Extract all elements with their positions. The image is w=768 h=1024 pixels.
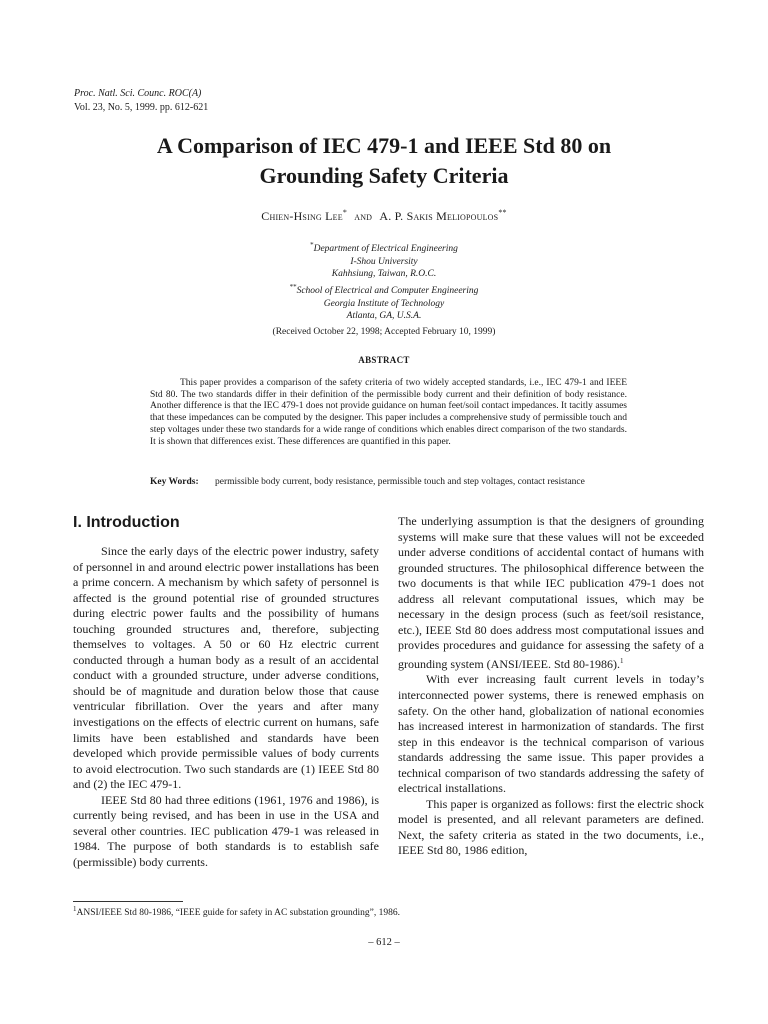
affiliation-1-mark: * <box>310 241 314 249</box>
abstract-heading: ABSTRACT <box>358 355 410 365</box>
intro-paragraph-5: This paper is organized as follows: first the electric shock model is presented, and all relevant parameters are defined. Next, the safety criteria as stated in the two documents, i.e., IEEE Std 80, 1986 edition, <box>398 796 704 858</box>
right-column <box>398 514 704 859</box>
abstract-text: This paper provides a comparison of the safety criteria of two widely accepted standards, i.e., IEC 479-1 and IEEE Std 80. The two standards differ in their definition of the permissible body current and their definition of body resistance. Another difference is that the IEC 479-1 does not provide guidance on human feet/soil contact impedances. It tacitly assumes that these impedances can be computed by the designer. This paper includes a comprehensive study of permissible touch and step voltages under these two standards for a wide range of conditions which enables direct comparison of the two standards. It is shown that differences exist. These differences are quantified in this paper. <box>150 378 627 447</box>
journal-name: Proc. Natl. Sci. Counc. ROC(A) <box>74 88 202 99</box>
affiliation-2-mark: ** <box>289 282 297 291</box>
page-number: – 612 – <box>368 937 400 948</box>
affiliations <box>0 239 768 323</box>
author-2-mark: ** <box>498 208 507 217</box>
intro-paragraph-3: The underlying assumption is that the designers of grounding systems will make sure that these values will not be exceeded under adverse conditions of accidental contact of humans with grounded structures. The philosophical difference between the two documents is that while IEC publication 479-1 does not address all relevant computational issues, which may be necessary in the design process (such as feet/soil resistance, etc.), IEEE Std 80 does address most computational issues and provides procedures and guidance for assessing the safety of a grounding system (ANSI/IEEE. Std 80-1986).$^1$ <box>398 514 704 671</box>
affiliation-1-dept: *Department of Electrical Engineering <box>310 241 458 255</box>
affiliation-2-school: **School of Electrical and Computer Engineering <box>289 282 479 297</box>
affiliation-1-city: Kahhsiung, Taiwan, R.O.C. <box>331 269 437 280</box>
affiliation-2-city: Atlanta, GA, U.S.A. <box>346 311 422 322</box>
author-list <box>0 208 768 224</box>
paper-title <box>60 131 708 191</box>
journal-citation <box>74 87 208 114</box>
affiliation-2-univ: Georgia Institute of Technology <box>323 298 445 309</box>
intro-paragraph-4: With ever increasing fault current levels in today’s interconnected power systems, there is renewed emphasis on safety. On the other hand, globalization of national economies has increased interest in harmonization of standards. The first step in this endeavor is the technical comparison of various standards addressing the same issue. This paper provides a technical comparison of two standards addressing the safety of electrical installations. <box>398 672 704 796</box>
author-1: Chien-Hsing Lee <box>261 209 343 223</box>
footnote-rule <box>73 901 183 902</box>
keywords <box>150 477 627 489</box>
footnote-text: ANSI/IEEE Std 80-1986, “IEEE guide for safety in AC substation grounding”, 1986. <box>76 908 400 919</box>
keywords-label: Key Words: <box>150 477 199 487</box>
received-dates: (Received October 22, 1998; Accepted February 10, 1999) <box>272 327 496 337</box>
footnote <box>73 905 400 918</box>
footnote-mark: 1 <box>73 905 77 913</box>
journal-volume: Vol. 23, No. 5, 1999. pp. 612-621 <box>74 101 209 113</box>
left-column <box>73 514 379 870</box>
footnote-ref-1[interactable]: 1 <box>619 656 624 665</box>
affiliation-1-univ: I-Shou University <box>350 256 418 267</box>
section-heading-introduction: I. Introduction <box>73 514 180 531</box>
intro-paragraph-1: Since the early days of the electric power industry, safety of personnel in and around electric power installations has been a prime concern. A mechanism by which safety of personnel is affected is the ground potential rise of grounded structures during electric power faults and the possibility of humans touching grounded structures and, therefore, subjecting themselves to voltages. A 50 or 60 Hz electric current conducted through a human body as a result of an accidental conduct with a grounded structure, under adverse conditions, should be of magnitude and duration below those that cause ventricular fibrillation. Over the years and after many investigations on the effects of electric current on humans, safe limits have been established and standards have been developed which provide permissible values of body currents to avoid electrocution. Two such standards are (1) IEEE Std 80 and (2) the IEC 479-1. <box>73 544 379 792</box>
author-1-mark: * <box>342 208 348 217</box>
authors-and: and <box>354 209 373 223</box>
intro-paragraph-2: IEEE Std 80 had three editions (1961, 1976 and 1986), is currently being revised, and has been in use in the USA and several other countries. IEC publication 479-1 was released in 1984. The purpose of both standards is to establish safe (permissible) body currents. <box>73 792 379 869</box>
title-line-1: A Comparison of IEC 479-1 and IEEE Std 80 on <box>156 133 612 158</box>
author-2: A. P. Sakis Meliopoulos <box>379 209 499 223</box>
title-line-2: Grounding Safety Criteria <box>259 163 509 188</box>
keywords-text: permissible body current, body resistance, permissible touch and step voltages, contact resistance <box>215 477 585 487</box>
